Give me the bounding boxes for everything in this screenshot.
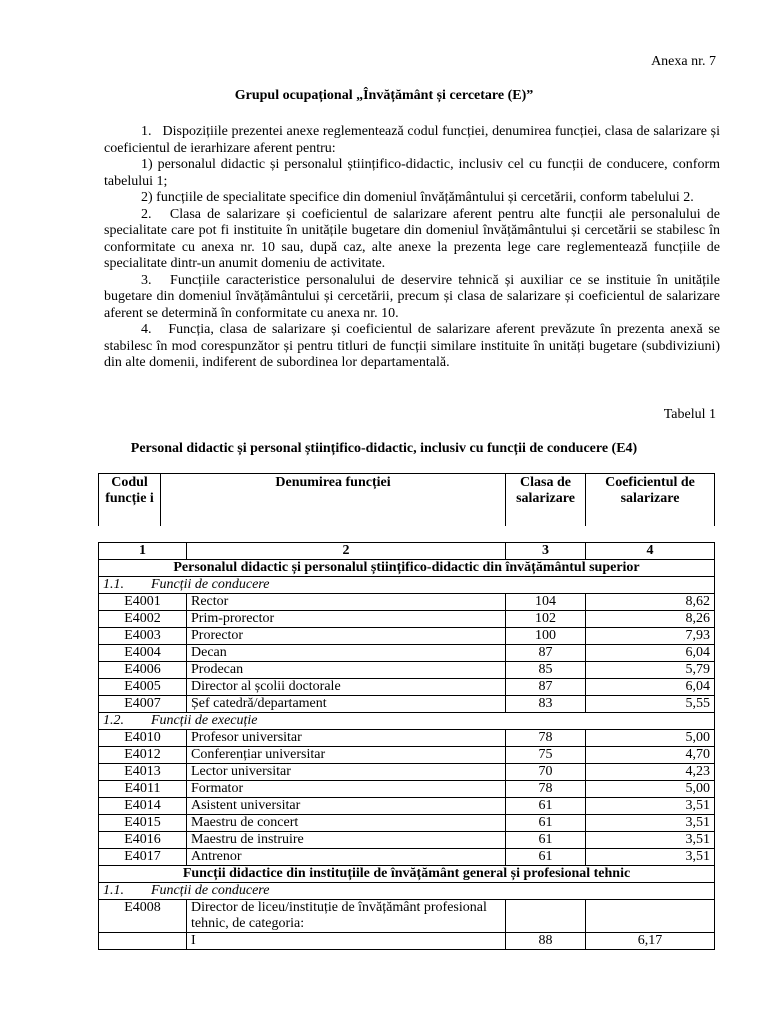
table-row [99, 900, 715, 933]
cell-class: 61 [506, 798, 586, 815]
cell-coef: 5,55 [586, 696, 715, 713]
paragraph: 2) funcțiile de specialitate specifice din domeniul învățământului și cercetării, conform tabelului 2. [141, 190, 694, 205]
cell-class: 61 [506, 815, 586, 832]
cell-class: 85 [506, 662, 586, 679]
cell-class: 61 [506, 832, 586, 849]
column-number: 4 [586, 543, 715, 560]
table-row [99, 628, 715, 645]
cell-code: E4011 [99, 781, 187, 798]
cell-name: Conferențiar universitar [187, 747, 506, 764]
cell-code: E4017 [99, 849, 187, 866]
cell-code: E4010 [99, 730, 187, 747]
cell-code: E4016 [99, 832, 187, 849]
column-number: 1 [99, 543, 187, 560]
cell-name: Decan [187, 645, 506, 662]
cell-coef: 4,70 [586, 747, 715, 764]
paragraph: 1. Dispozițiile prezentei anexe reglementează codul funcției, denumirea funcției, clasa de salarizare și coeficientul de ierarhizare aferent pentru: [104, 124, 720, 156]
column-header: Denumirea funcției [161, 474, 506, 527]
cell-class: 87 [506, 645, 586, 662]
paragraph: 3. Funcțiile caracteristice personalului de deservire tehnică și auxiliar ce se instituie în unitățile bugetare din domeniul învățământului și cercetării, precum și clasa de salarizare și coeficientul de salarizare aferent se determină în conformitate cu anexa nr. 10. [104, 272, 720, 321]
cell-code: E4004 [99, 645, 187, 662]
cell-name: Maestru de concert [187, 815, 506, 832]
cell-name: Prim-prorector [187, 611, 506, 628]
cell-class: 83 [506, 696, 586, 713]
cell-coef: 5,79 [586, 662, 715, 679]
cell-name: I [187, 933, 506, 950]
cell-coef: 3,51 [586, 815, 715, 832]
cell-code: E4013 [99, 764, 187, 781]
cell-name: Rector [187, 594, 506, 611]
table-row [99, 933, 715, 950]
cell-code: E4002 [99, 611, 187, 628]
table-row [99, 781, 715, 798]
subsection-row [99, 713, 715, 730]
column-header: Coeficientul de salarizare [586, 474, 715, 527]
cell-coef: 6,04 [586, 645, 715, 662]
cell-class: 100 [506, 628, 586, 645]
paragraph: 4. Funcția, clasa de salarizare și coeficientul de salarizare aferent prevăzute în prezenta anexă se stabilesc în mod corespunzător și pentru titluri de funcții similare instituite în unități bugetare (subdiviziuni) din alte domenii, indiferent de subordinea lor departamentală. [104, 322, 720, 370]
cell-code: E4014 [99, 798, 187, 815]
table-header [98, 473, 715, 526]
cell-code: E4001 [99, 594, 187, 611]
document-title: Grupul ocupațional „Învățământ și cercetare (E)” [234, 88, 534, 103]
cell-code: E4006 [99, 662, 187, 679]
column-number: 2 [187, 543, 506, 560]
subsection-row [99, 577, 715, 594]
section-heading: Funcții didactice din instituțiile de învățământ general și profesional tehnic [99, 866, 715, 883]
table-row [99, 849, 715, 866]
cell-name: Profesor universitar [187, 730, 506, 747]
table-row [99, 594, 715, 611]
cell-name: Director al școlii doctorale [187, 679, 506, 696]
cell-name: Șef catedră/departament [187, 696, 506, 713]
cell-name: Antrenor [187, 849, 506, 866]
section-row [99, 866, 715, 883]
cell-class: 78 [506, 781, 586, 798]
table-row [99, 696, 715, 713]
subsection-heading: 1.1. Funcții de conducere [99, 883, 715, 900]
cell-class: 70 [506, 764, 586, 781]
annex-number: Anexa nr. 7 [651, 54, 716, 69]
cell-class: 87 [506, 679, 586, 696]
cell-coef: 3,51 [586, 798, 715, 815]
table-title: Personal didactic și personal științifico-didactic, inclusiv cu funcții de conducere (E4) [130, 441, 638, 456]
table-row [99, 730, 715, 747]
cell-coef: 3,51 [586, 832, 715, 849]
table-row [99, 832, 715, 849]
rows-group-2 [99, 730, 715, 866]
cell-coef: 6,04 [586, 679, 715, 696]
column-numbers-row [99, 543, 715, 560]
cell-class: 88 [506, 933, 586, 950]
section-row [99, 560, 715, 577]
subsection-heading: 1.1. Funcții de conducere [99, 577, 715, 594]
cell-coef: 8,26 [586, 611, 715, 628]
cell-name: Formator [187, 781, 506, 798]
table-row [99, 764, 715, 781]
body-text [104, 124, 720, 372]
cell-coef: 6,17 [586, 933, 715, 950]
cell-code: E4007 [99, 696, 187, 713]
table-row [99, 611, 715, 628]
section-heading: Personalul didactic și personalul științifico-didactic din învățământul superior [99, 560, 715, 577]
cell-class: 104 [506, 594, 586, 611]
column-header: Codul funcție i [99, 474, 161, 527]
paragraph: 2. Clasa de salarizare și coeficientul de salarizare aferent pentru alte funcții ale personalului de specialitate care pot fi instituite în unitățile bugetare din domeniul învățământului și cercetării se stabilesc în conformitate cu anexa nr. 10 sau, după caz, alte anexe la prezenta lege care reglementează funcțiile de specialitate dintr-un anumit domeniu de activitate. [104, 206, 720, 271]
cell-code: E4005 [99, 679, 187, 696]
cell-coef: 8,62 [586, 594, 715, 611]
cell-code [99, 933, 187, 950]
cell-coef: 5,00 [586, 781, 715, 798]
subsection-row [99, 883, 715, 900]
cell-code: E4008 [99, 900, 187, 933]
table-label: Tabelul 1 [663, 407, 716, 422]
table-row [99, 662, 715, 679]
paragraph: 1) personalul didactic și personalul științifico-didactic, inclusiv cel cu funcții de conducere, conform tabelului 1; [104, 157, 720, 189]
cell-class [506, 900, 586, 933]
cell-name: Asistent universitar [187, 798, 506, 815]
cell-class: 102 [506, 611, 586, 628]
salary-table [98, 542, 715, 950]
subsection-heading: 1.2. Funcții de execuție [99, 713, 715, 730]
cell-name: Prorector [187, 628, 506, 645]
cell-coef: 7,93 [586, 628, 715, 645]
cell-coef: 4,23 [586, 764, 715, 781]
cell-class: 61 [506, 849, 586, 866]
table-row [99, 645, 715, 662]
cell-coef: 5,00 [586, 730, 715, 747]
column-header: Clasa de salarizare [506, 474, 586, 527]
cell-coef [586, 900, 715, 933]
table-row [99, 815, 715, 832]
cell-class: 75 [506, 747, 586, 764]
column-number: 3 [506, 543, 586, 560]
table-row [99, 798, 715, 815]
cell-code: E4012 [99, 747, 187, 764]
cell-name: Lector universitar [187, 764, 506, 781]
cell-name: Director de liceu/instituție de învățământ profesional tehnic, de categoria: [187, 900, 506, 933]
cell-name: Maestru de instruire [187, 832, 506, 849]
cell-class: 78 [506, 730, 586, 747]
rows-group-1 [99, 594, 715, 696]
cell-code: E4003 [99, 628, 187, 645]
cell-name: Prodecan [187, 662, 506, 679]
cell-coef: 3,51 [586, 849, 715, 866]
table-row [99, 747, 715, 764]
cell-code: E4015 [99, 815, 187, 832]
table-row [99, 679, 715, 696]
